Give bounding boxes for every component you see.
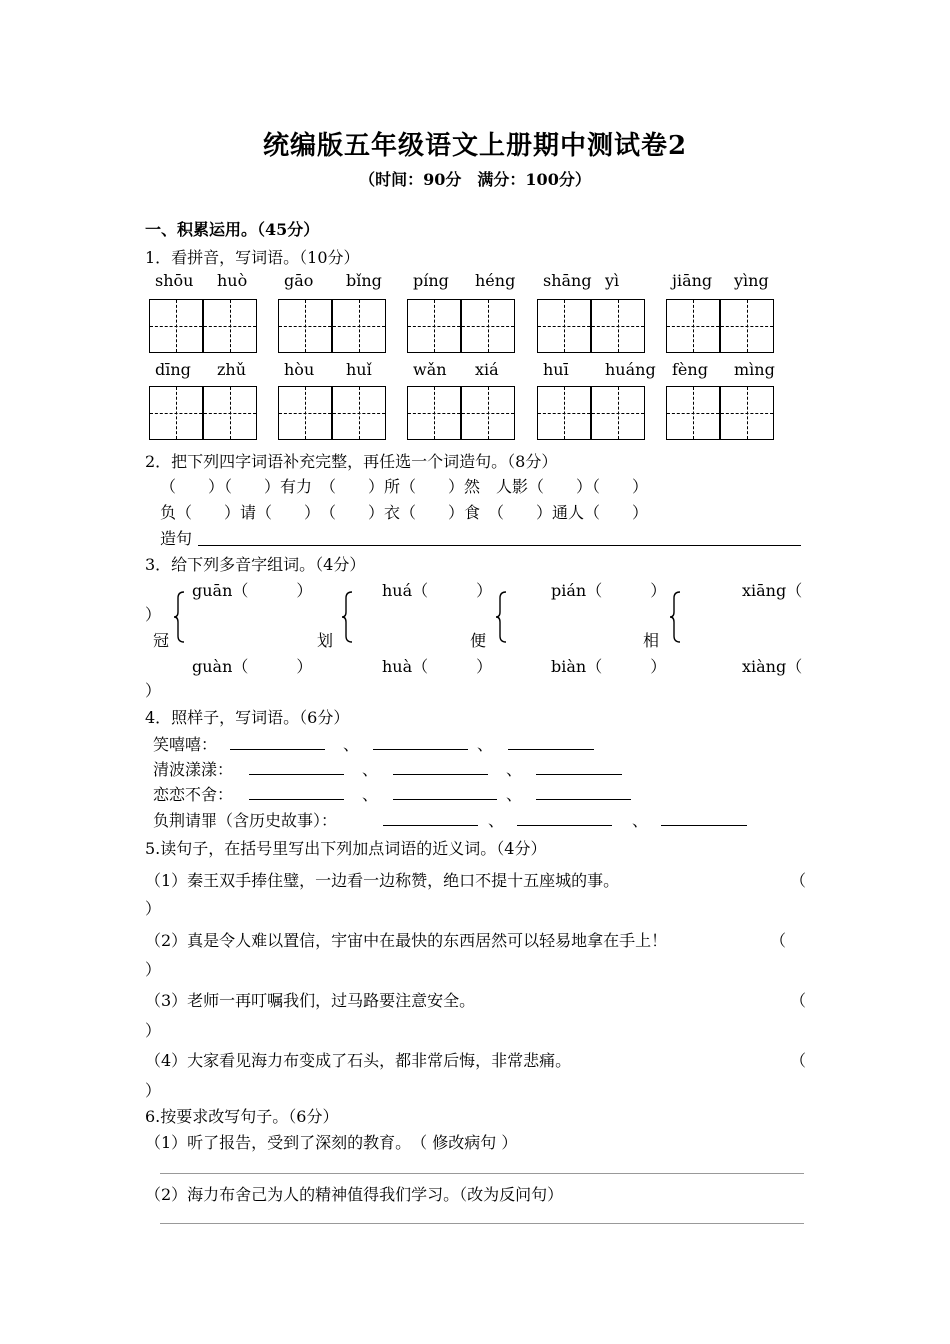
q1-pinyin: huò bbox=[217, 271, 248, 290]
q1-pinyin: xiá bbox=[475, 360, 499, 379]
q4-sep: 、 bbox=[343, 735, 360, 754]
q4-sep: 、 bbox=[488, 811, 505, 830]
q2-sentence-line[interactable] bbox=[198, 545, 801, 546]
q6-item2: （2）海力布舍己为人的精神值得我们学习。（改为反问句） bbox=[145, 1185, 564, 1204]
q5-label: 5.读句子，在括号里写出下列加点词语的近义词。（4分） bbox=[145, 839, 547, 858]
q1-pinyin: píng bbox=[413, 271, 449, 290]
q1-pinyin: dīng bbox=[155, 360, 191, 379]
section-1-heading: 一、积累运用。（45分） bbox=[145, 220, 320, 239]
q1-pinyin: shōu bbox=[155, 271, 194, 290]
q4-label: 4．照样子，写词语。（6分） bbox=[145, 708, 350, 727]
q5-item1-open[interactable]: （ bbox=[790, 871, 807, 890]
q1-pinyin: hòu bbox=[284, 360, 315, 379]
q6-label: 6.按要求改写句子。（6分） bbox=[145, 1107, 339, 1126]
q5-item3-close: ） bbox=[145, 1021, 162, 1040]
q1-pinyin: bǐng bbox=[346, 271, 382, 290]
q1-label: 1．看拼音，写词语。（10分） bbox=[145, 248, 360, 267]
q5-item3-open[interactable]: （ bbox=[790, 991, 807, 1010]
q3-wrap-paren-2: ） bbox=[145, 681, 162, 700]
q4-row4-blank3[interactable] bbox=[661, 825, 747, 826]
q1-writing-grid[interactable] bbox=[537, 386, 645, 440]
q1-writing-grid[interactable] bbox=[407, 299, 515, 353]
q2-line1: （ ）（ ）有力 （ ）所（ ）然 人影（ ）（ ） bbox=[160, 477, 649, 496]
q3-item4-bottom: xiàng（ bbox=[742, 657, 803, 676]
q6-item1: （1）听了报告，受到了深刻的教育。 （ 修改病句 ） bbox=[145, 1133, 518, 1152]
q1-pinyin: mìng bbox=[734, 360, 775, 379]
q4-sep: 、 bbox=[362, 785, 379, 804]
q4-sep: 、 bbox=[477, 735, 494, 754]
q1-writing-grid[interactable] bbox=[278, 386, 386, 440]
q5-item1-close: ） bbox=[145, 899, 162, 918]
brace-icon bbox=[494, 590, 508, 644]
brace-icon bbox=[340, 590, 354, 644]
q1-pinyin: huáng bbox=[605, 360, 656, 379]
q4-row3-label: 恋恋不舍： bbox=[153, 785, 234, 804]
q6-item2-answer-line[interactable] bbox=[160, 1223, 804, 1224]
q4-row1-label: 笑嘻嘻： bbox=[153, 735, 218, 754]
q4-row4-label: 负荆请罪（含历史故事）： bbox=[153, 811, 338, 830]
q4-row1-blank3[interactable] bbox=[508, 749, 594, 750]
q2-line2: 负（ ）请（ ） （ ）衣（ ）食 （ ）通人（ ） bbox=[160, 503, 649, 522]
brace-icon bbox=[668, 590, 682, 644]
q5-item1: （1）秦王双手捧住璧，一边看一边称赞，绝口不提十五座城的事。 bbox=[145, 871, 620, 890]
q5-item3: （3）老师一再叮嘱我们，过马路要注意安全。 bbox=[145, 991, 476, 1010]
q3-item1-bottom: guàn（ ） bbox=[192, 657, 313, 676]
q3-item3-top: pián（ ） bbox=[551, 581, 667, 600]
q1-pinyin: jiāng bbox=[672, 271, 713, 290]
q3-item1-char: 冠 bbox=[153, 631, 170, 650]
q4-sep: 、 bbox=[506, 785, 523, 804]
q2-label: 2．把下列四字词语补充完整，再任选一个词造句。（8分） bbox=[145, 452, 558, 471]
q1-pinyin: huǐ bbox=[346, 360, 372, 379]
q4-row3-blank2[interactable] bbox=[393, 799, 497, 800]
q4-row4-blank1[interactable] bbox=[383, 825, 478, 826]
q1-writing-grid[interactable] bbox=[666, 299, 774, 353]
q1-writing-grid[interactable] bbox=[149, 299, 257, 353]
q4-row3-blank1[interactable] bbox=[249, 799, 344, 800]
q1-writing-grid[interactable] bbox=[278, 299, 386, 353]
q4-sep: 、 bbox=[632, 811, 649, 830]
q4-row2-blank3[interactable] bbox=[536, 774, 622, 775]
q4-row1-blank1[interactable] bbox=[230, 749, 325, 750]
q3-label: 3．给下列多音字组词。（4分） bbox=[145, 555, 366, 574]
q5-item4: （4）大家看见海力布变成了石头，都非常后悔，非常悲痛。 bbox=[145, 1051, 572, 1070]
q1-writing-grid[interactable] bbox=[407, 386, 515, 440]
q4-sep: 、 bbox=[362, 760, 379, 779]
q4-row2-blank1[interactable] bbox=[249, 774, 344, 775]
q5-item4-open[interactable]: （ bbox=[790, 1051, 807, 1070]
brace-icon bbox=[172, 590, 186, 644]
q1-pinyin: shāng bbox=[543, 271, 592, 290]
page-title: 统编版五年级语文上册期中测试卷2 bbox=[262, 131, 688, 161]
q1-pinyin: yìng bbox=[734, 271, 769, 290]
q1-pinyin: zhǔ bbox=[217, 360, 247, 379]
q1-pinyin: wǎn bbox=[413, 360, 447, 379]
page-subtitle: （时间：90分 满分：100分） bbox=[359, 170, 591, 189]
q3-item2-bottom: huà（ ） bbox=[382, 657, 493, 676]
q6-item1-answer-line[interactable] bbox=[160, 1173, 804, 1174]
q5-item2-open[interactable]: （ bbox=[770, 931, 787, 950]
q1-writing-grid[interactable] bbox=[666, 386, 774, 440]
q4-row4-blank2[interactable] bbox=[517, 825, 612, 826]
q1-writing-grid[interactable] bbox=[537, 299, 645, 353]
q3-item4-top: xiāng（ bbox=[742, 581, 803, 600]
q4-row2-blank2[interactable] bbox=[393, 774, 488, 775]
q4-row3-blank3[interactable] bbox=[536, 799, 631, 800]
q3-wrap-paren-1: ） bbox=[145, 605, 162, 624]
q3-item4-char: 相 bbox=[643, 631, 660, 650]
q1-pinyin: huī bbox=[543, 360, 569, 379]
q4-sep: 、 bbox=[506, 760, 523, 779]
q1-pinyin: yì bbox=[605, 271, 620, 290]
q1-pinyin: fèng bbox=[672, 360, 708, 379]
q3-item1-top: guān（ ） bbox=[192, 581, 313, 600]
q5-item2-close: ） bbox=[145, 960, 162, 979]
q1-writing-grid[interactable] bbox=[149, 386, 257, 440]
q3-item3-char: 便 bbox=[470, 631, 487, 650]
q3-item2-top: huá（ ） bbox=[382, 581, 493, 600]
q3-item3-bottom: biàn（ ） bbox=[551, 657, 667, 676]
q2-sentence-label: 造句 bbox=[160, 529, 193, 548]
q3-item2-char: 划 bbox=[317, 631, 334, 650]
q4-row2-label: 清波漾漾： bbox=[153, 760, 234, 779]
q5-item2: （2）真是令人难以置信，宇宙中在最快的东西居然可以轻易地拿在手上！ bbox=[145, 931, 668, 950]
q5-item4-close: ） bbox=[145, 1081, 162, 1100]
q4-row1-blank2[interactable] bbox=[373, 749, 468, 750]
q1-pinyin: gāo bbox=[284, 271, 314, 290]
q1-pinyin: héng bbox=[475, 271, 516, 290]
